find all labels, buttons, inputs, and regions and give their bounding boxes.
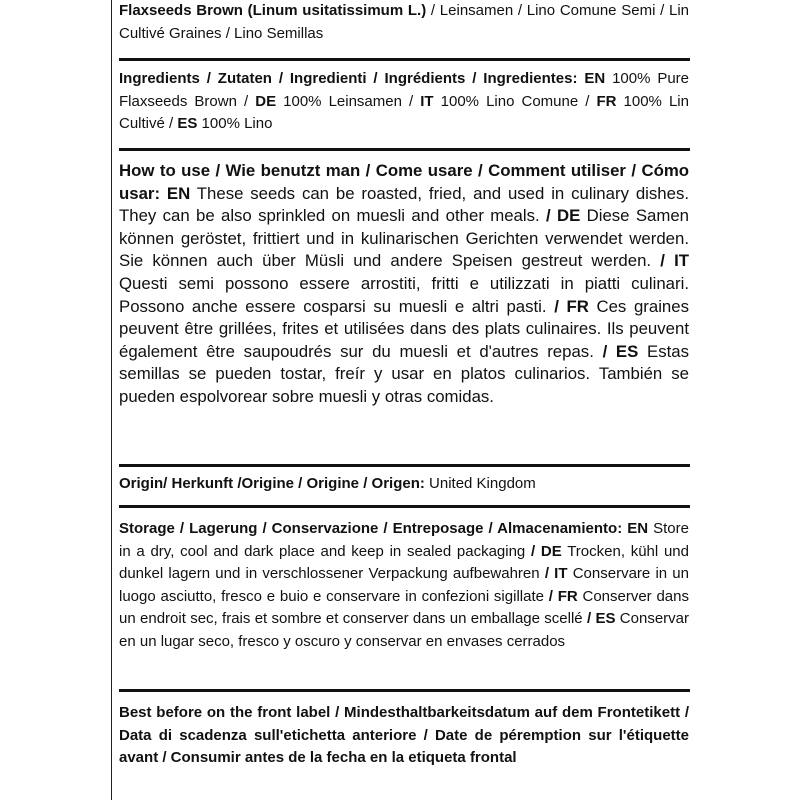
section-divider	[119, 148, 690, 151]
ingredients-section	[119, 68, 689, 136]
ingredients-heading: Ingredients / Zutaten / Ingredienti / Ingrédients / Ingredientes: EN	[119, 70, 606, 87]
origin-heading: Origin/ Herkunft /Origine / Origine / Origen:	[119, 475, 425, 492]
how-to-use-fr: Ces graines peuvent être grillées, frites et utilisées dans des plats culinaires. Ils peuvent également être saupoudrés sur du muesli et d'autres repas.	[119, 296, 689, 361]
storage-it-tag: / IT	[544, 565, 568, 583]
ingredients-en: 100% Pure Flaxseeds Brown /	[119, 70, 690, 110]
label-page	[111, 0, 690, 800]
how-to-use-fr-tag: / FR	[554, 296, 589, 316]
ingredients-de-tag: DE	[255, 92, 277, 110]
how-to-use-de-tag: / DE	[545, 206, 581, 226]
storage-de: Trocken, kühl und dunkel lagern und in verschlossener Verpackung aufbewahren	[119, 542, 689, 583]
storage-en: Store in a dry, cool and dark place and keep in sealed packaging	[119, 520, 689, 560]
storage-fr: Conserver dans un endroit sec, frais et sombre et conserver dans un emballage scellé	[119, 587, 689, 628]
ingredients-fr-tag: FR	[596, 92, 617, 110]
ingredients-de: 100% Leinsamen /	[276, 92, 421, 110]
product-name-section	[119, 0, 689, 45]
storage-de-tag: / DE	[531, 542, 562, 560]
product-translations: / Leinsamen / Lino Comune Semi / Lin Cultivé Graines / Lino Semillas	[119, 2, 689, 42]
how-to-use-de: Diese Samen können geröstet, frittiert und in kulinarischen Gerichten verwendet werden. Sie können auch über Müsli und andere Speisen gestreut werden.	[119, 206, 689, 271]
section-divider	[119, 58, 690, 61]
origin-section	[119, 473, 689, 496]
storage-es: Conservar en un lugar seco, fresco y oscuro y conservar en envases cerrados	[119, 610, 690, 650]
storage-es-tag: / ES	[586, 610, 616, 628]
how-to-use-it: Questi semi possono essere arrostiti, fritti e utilizzati in piatti culinari. Possono anche essere cosparsi su muesli e altri pasti.	[119, 273, 689, 316]
how-to-use-es-tag: / ES	[602, 341, 639, 361]
how-to-use-section	[119, 160, 689, 409]
origin-value: United Kingdom	[424, 475, 536, 492]
how-to-use-en: These seeds can be roasted, fried, and used in culinary dishes. They can be also sprinkled on muesli and other meals.	[119, 183, 689, 226]
best-before-text: Best before on the front label / Mindesthaltbarkeitsdatum auf dem Frontetikett / Data di scadenza sull'etichetta anteriore / Date de péremption sur l'étiquette avant / Consumir antes de la fecha en la etiqueta frontal	[119, 704, 689, 767]
storage-heading: Storage / Lagerung / Conservazione / Entreposage / Almacenamiento: EN	[119, 520, 649, 537]
storage-it: Conservare in un luogo asciutto, fresco e buio e conservare in confezioni sigillate	[119, 565, 689, 605]
product-name: Flaxseeds Brown (Linum usitatissimum L.)	[119, 2, 427, 19]
ingredients-it-tag: IT	[420, 92, 434, 110]
how-to-use-es: Estas semillas se pueden tostar, freír y usar en platos culinarios. También se pueden espolvorear sobre muesli y otras comidas.	[119, 341, 689, 406]
section-divider	[119, 464, 690, 467]
ingredients-it: 100% Lino Comune /	[433, 92, 597, 110]
section-divider	[119, 689, 690, 692]
ingredients-es: 100% Lino	[197, 115, 273, 133]
how-to-use-heading: How to use / Wie benutzt man / Come usare / Comment utiliser / Cómo usar: EN	[119, 161, 689, 203]
storage-section	[119, 518, 689, 654]
ingredients-es-tag: ES	[177, 115, 198, 133]
storage-fr-tag: / FR	[548, 587, 578, 605]
how-to-use-it-tag: / IT	[660, 251, 689, 271]
best-before-section	[119, 702, 689, 770]
section-divider	[119, 505, 690, 508]
ingredients-fr: 100% Lin Cultivé /	[119, 92, 689, 133]
